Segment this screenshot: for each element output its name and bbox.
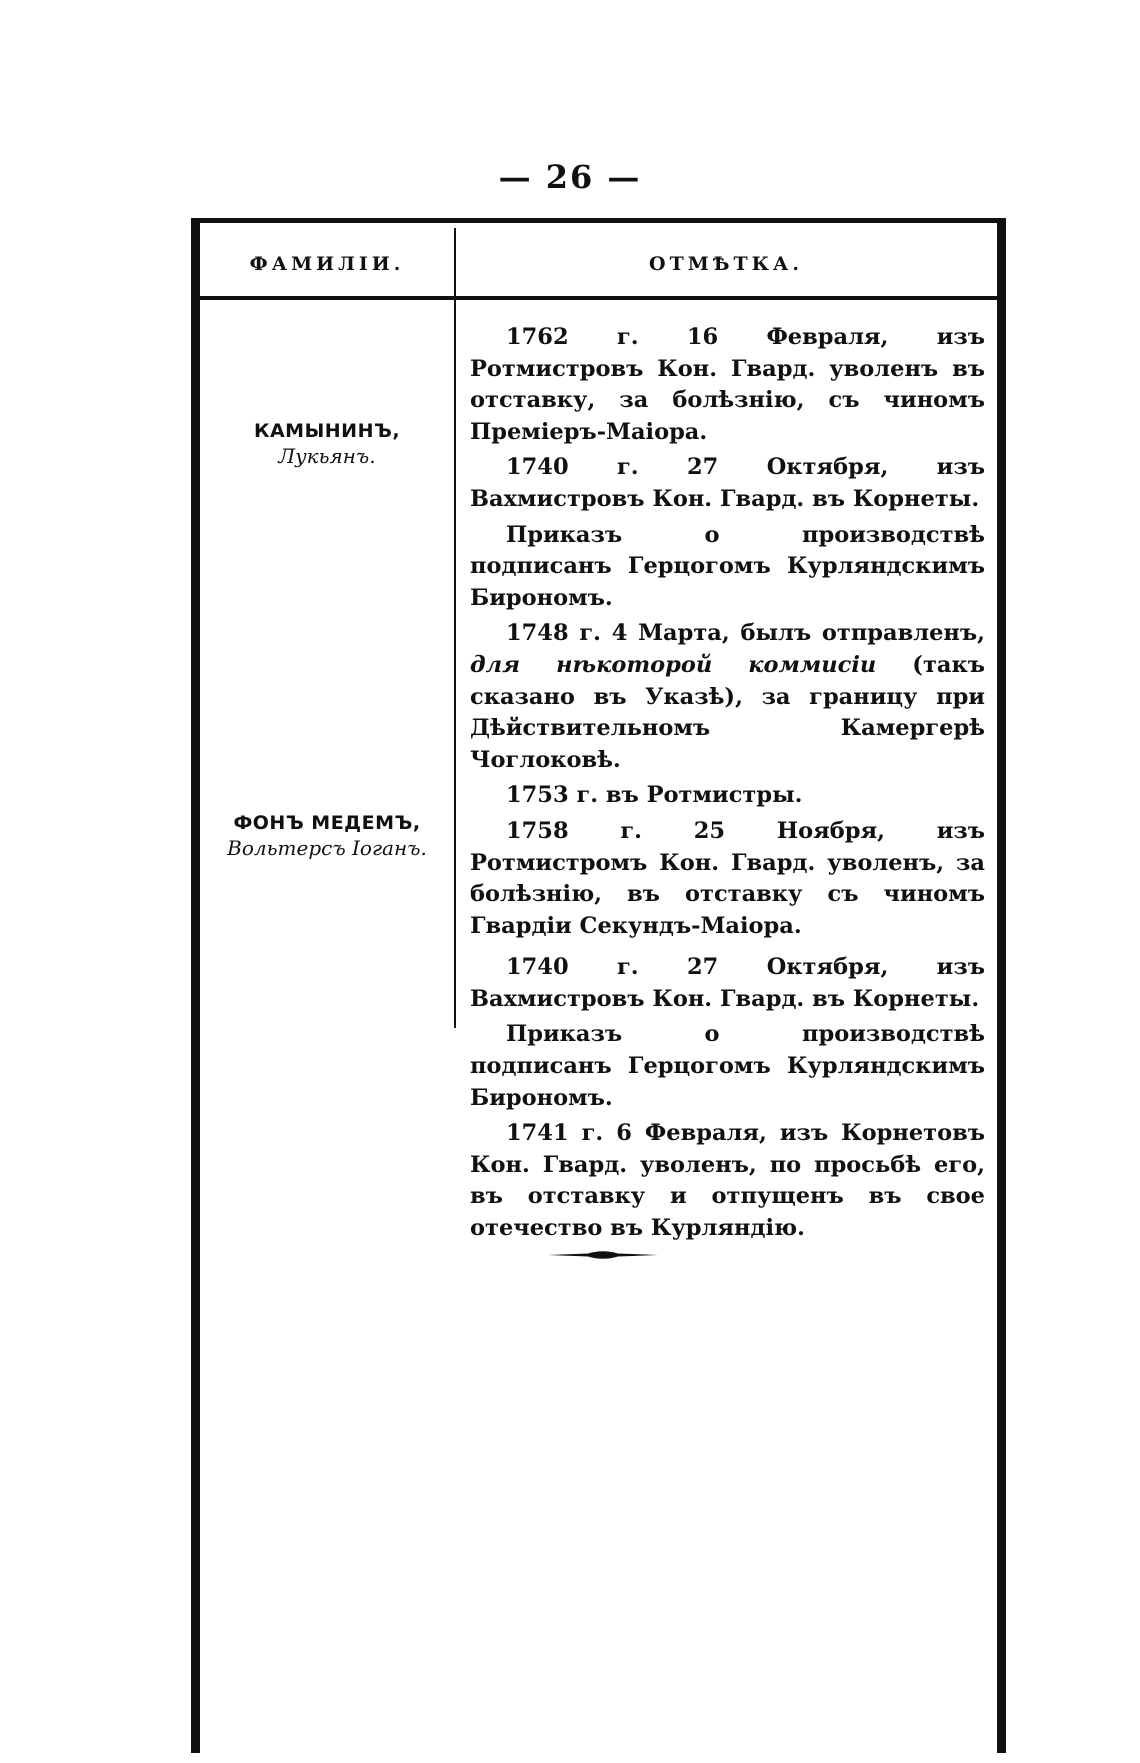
note-paragraph: 1740 г. 27 Октября, изъ Вахмистровъ Кон. Гвард. въ Корнеты.	[470, 454, 985, 512]
surname: ФОНЪ МЕДЕМЪ,	[233, 812, 421, 834]
note-paragraph: 1741 г. 6 Февраля, изъ Корнетовъ Кон. Гвард. уволенъ, по просьбѣ его, въ отставку и отпущенъ въ свое отечество въ Курляндiю.	[470, 1120, 985, 1242]
entry-name-kamynin	[200, 420, 454, 468]
given-name: Вольтерсъ Iоганъ.	[227, 836, 427, 860]
note-text: (такъ сказано въ Указѣ), за границу при Дѣйствительномъ Камергерѣ Чоглоковѣ.	[470, 651, 985, 773]
notes-column	[470, 322, 985, 1249]
note-paragraph	[470, 618, 985, 776]
ornament-rule	[548, 1248, 658, 1262]
note-text: 1748 г. 4 Марта, былъ отправленъ,	[506, 620, 985, 647]
page-number: — 26 —	[498, 158, 642, 196]
column-divider	[454, 228, 456, 1028]
note-paragraph: 1753 г. въ Ротмистры.	[506, 782, 803, 809]
note-paragraph: Приказъ о производствѣ подписанъ Герцогомъ Курляндскимъ Бирономъ.	[470, 1021, 985, 1111]
note-paragraph: Приказъ о производствѣ подписанъ Герцогомъ Курляндскимъ Бирономъ.	[470, 521, 985, 611]
column-header-notes: ОТМѢТКА.	[649, 253, 803, 275]
header-rule	[191, 296, 1006, 300]
note-italic-text: для нѣкоторой коммисiи	[470, 651, 877, 678]
given-name: Лукьянъ.	[278, 444, 376, 468]
note-paragraph: 1758 г. 25 Ноября, изъ Ротмистромъ Кон. Гвард. уволенъ, за болѣзнію, въ отставку съ чиномъ Гвардiи Секундъ-Маiора.	[470, 817, 985, 939]
entry-name-medem	[200, 812, 454, 860]
note-paragraph: 1740 г. 27 Октября, изъ Вахмистровъ Кон. Гвард. въ Корнеты.	[470, 954, 985, 1012]
surname: КАМЫНИНЪ,	[253, 420, 401, 442]
note-paragraph: 1762 г. 16 Февраля, изъ Ротмистровъ Кон. Гвард. уволенъ въ отставку, за болѣзнію, съ чиномъ Премiеръ-Маiора.	[470, 324, 985, 445]
column-header-names: ФАМИЛІИ.	[249, 253, 405, 275]
